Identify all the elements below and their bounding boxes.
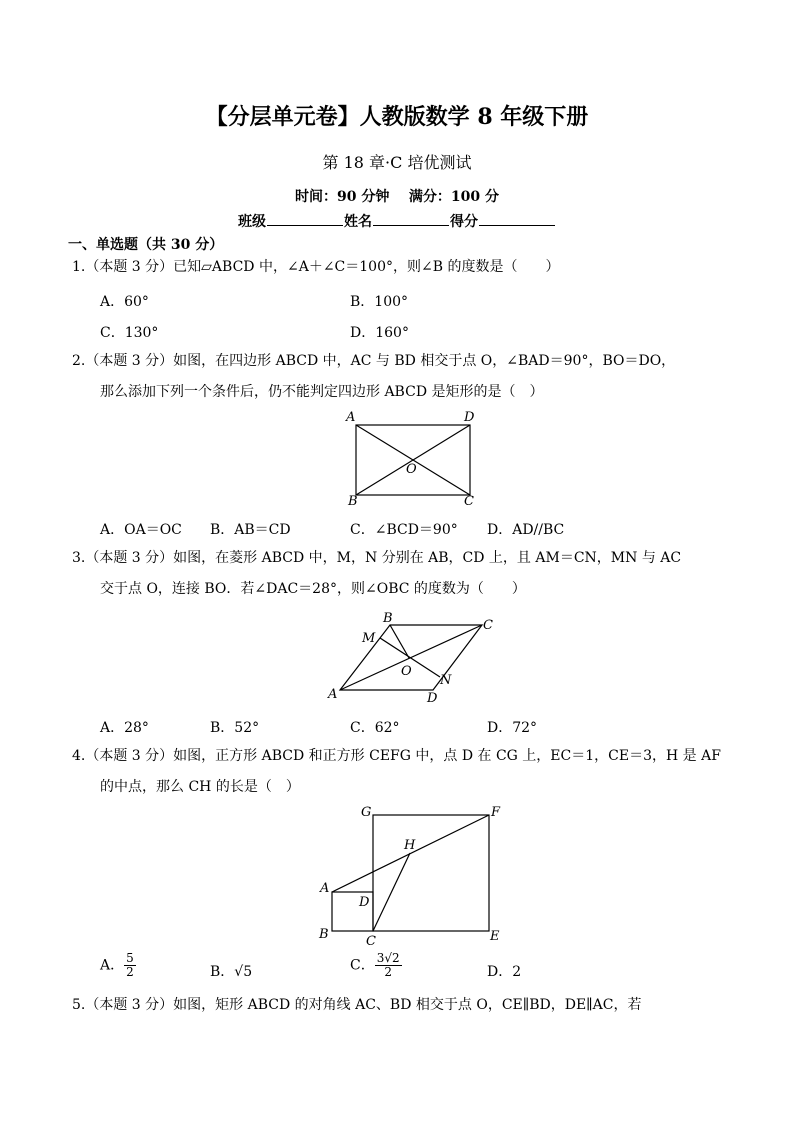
grade-label: 得分 bbox=[450, 214, 478, 230]
student-info bbox=[0, 211, 794, 231]
q2-label-b: B bbox=[348, 494, 358, 509]
q4-option-d[interactable]: D．2 bbox=[487, 964, 522, 980]
q4-label-c: C bbox=[366, 934, 376, 949]
q4-label-e: E bbox=[490, 929, 500, 944]
question-3-line-2: 交于点 O，连接 BO．若∠DAC＝28°，则∠OBC 的度数为（ ） bbox=[100, 581, 526, 597]
question-2-line-1: 2.（本题 3 分）如图，在四边形 ABCD 中，AC 与 BD 相交于点 O，∠BAD＝90°，BO＝DO， bbox=[72, 353, 676, 369]
q4-option-a-fraction: $\frac{5}{2}$ bbox=[126, 951, 134, 980]
q4-option-b[interactable]: B．√5 bbox=[210, 964, 253, 980]
time-label: 时间：90 分钟 bbox=[295, 189, 390, 205]
q4-option-a[interactable] bbox=[100, 952, 136, 979]
q4-label-a: A bbox=[320, 881, 330, 896]
q3-label-o: O bbox=[401, 664, 412, 679]
score-label: 满分：100 分 bbox=[408, 189, 499, 205]
q4-label-d: D bbox=[359, 895, 370, 910]
q1-option-b[interactable]: B．100° bbox=[350, 294, 409, 310]
q3-option-a[interactable]: A．28° bbox=[100, 720, 149, 736]
q2-option-a[interactable]: A．OA＝OC bbox=[100, 522, 182, 538]
question-5-line-1: 5.（本题 3 分）如图，矩形 ABCD 的对角线 AC、BD 相交于点 O，CE∥BD，DE∥AC，若 bbox=[72, 997, 642, 1013]
class-blank[interactable] bbox=[267, 211, 343, 226]
q4-label-h: H bbox=[404, 838, 416, 853]
question-4-line-2: 的中点，那么 CH 的长是（ ） bbox=[100, 779, 300, 795]
page-subtitle: 第 18 章·C 培优测试 bbox=[322, 153, 472, 172]
q4-label-f: F bbox=[491, 805, 501, 820]
q1-option-c[interactable]: C．130° bbox=[100, 325, 159, 341]
question-3-line-1: 3.（本题 3 分）如图，在菱形 ABCD 中，M，N 分别在 AB，CD 上，且 AM＝CN，MN 与 AC bbox=[72, 550, 682, 566]
q3-label-b: B bbox=[383, 611, 393, 626]
q2-label-a: A bbox=[346, 410, 356, 425]
q2-label-d: D bbox=[464, 410, 475, 425]
q2-rectangle-figure bbox=[340, 405, 485, 510]
class-label: 班级 bbox=[238, 214, 266, 230]
q2-option-c[interactable]: C．∠BCD＝90° bbox=[350, 522, 458, 538]
q2-label-o: O bbox=[406, 462, 417, 477]
q2-option-d[interactable]: D．AD//BC bbox=[487, 522, 565, 538]
q4-label-b: B bbox=[319, 927, 329, 942]
q3-option-b[interactable]: B．52° bbox=[210, 720, 260, 736]
question-1-text: 1.（本题 3 分）已知▱ABCD 中，∠A＋∠C＝100°，则∠B 的度数是（ ） bbox=[72, 259, 560, 275]
name-blank[interactable] bbox=[373, 211, 449, 226]
q4-option-c-fraction: $\frac{3√2}{2}$ bbox=[376, 951, 400, 980]
q1-option-d[interactable]: D．160° bbox=[350, 325, 409, 341]
grade-blank[interactable] bbox=[479, 211, 555, 226]
page-title: 【分层单元卷】人教版数学 8 年级下册 bbox=[205, 104, 589, 130]
q3-label-c: C bbox=[483, 618, 493, 633]
q4-option-a-prefix: A． bbox=[100, 957, 125, 974]
q3-label-m: M bbox=[362, 631, 376, 646]
question-4-line-1: 4.（本题 3 分）如图，正方形 ABCD 和正方形 CEFG 中，点 D 在 CG 上，EC＝1，CE＝3，H 是 AF bbox=[72, 748, 721, 764]
q3-option-d[interactable]: D．72° bbox=[487, 720, 538, 736]
q4-option-c-prefix: C． bbox=[350, 957, 375, 974]
name-label: 姓名 bbox=[344, 214, 372, 230]
q4-label-g: G bbox=[361, 805, 372, 820]
q3-option-c[interactable]: C．62° bbox=[350, 720, 400, 736]
exam-meta bbox=[0, 186, 794, 206]
q3-label-a: A bbox=[328, 687, 338, 702]
q1-option-a[interactable]: A．60° bbox=[100, 294, 149, 310]
question-2-line-2: 那么添加下列一个条件后，仍不能判定四边形 ABCD 是矩形的是（ ） bbox=[100, 384, 544, 400]
section-heading: 一、单选题（共 30 分） bbox=[68, 237, 224, 253]
q2-option-b[interactable]: B．AB＝CD bbox=[210, 522, 291, 538]
q3-rhombus-figure bbox=[320, 608, 510, 708]
q4-option-c[interactable] bbox=[350, 952, 402, 979]
q4-squares-figure bbox=[310, 800, 510, 950]
q3-label-n: N bbox=[440, 673, 452, 688]
q2-label-c: C bbox=[464, 494, 474, 509]
q3-label-d: D bbox=[427, 691, 438, 706]
